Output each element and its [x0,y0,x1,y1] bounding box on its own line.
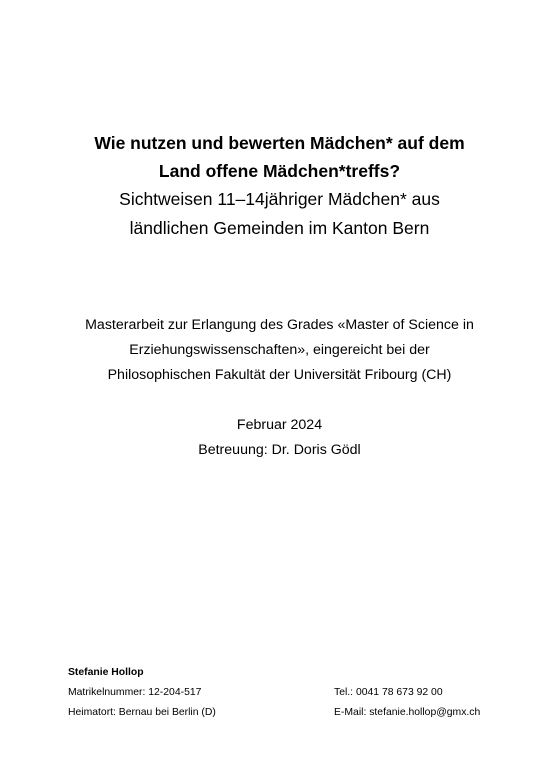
phone-number: Tel.: 0041 78 673 92 00 [334,687,443,698]
subtitle-line-2: ländlichen Gemeinden im Kanton Bern [129,218,430,238]
author-name: Stefanie Hollop [68,667,144,678]
thesis-line-3: Philosophischen Fakultät der Universität Fribourg (CH) [107,367,452,383]
info-row-1 [68,683,508,703]
submission-date: Februar 2024 [236,417,323,433]
thesis-line-1: Masterarbeit zur Erlangung des Grades «Master of Science in [85,317,474,333]
supervisor: Betreuung: Dr. Doris Gödl [198,442,361,458]
thesis-title [0,129,559,243]
date-and-supervision [0,413,559,463]
title-line-1: Wie nutzen und bewerten Mädchen* auf dem [94,133,465,153]
title-line-2: Land offene Mädchen*treffs? [158,161,401,181]
subtitle-line-1: Sichtweisen 11–14jähriger Mädchen* aus [119,189,440,209]
author-info [68,663,508,722]
matriculation-number: Matrikelnummer: 12-204-517 [68,687,202,698]
thesis-description [0,313,559,388]
email-address: E-Mail: stefanie.hollop@gmx.ch [334,706,481,718]
hometown: Heimatort: Bernau bei Berlin (D) [68,706,216,718]
info-row-2 [68,703,508,723]
thesis-line-2: Erziehungswissenschaften», eingereicht bei der [129,342,430,358]
